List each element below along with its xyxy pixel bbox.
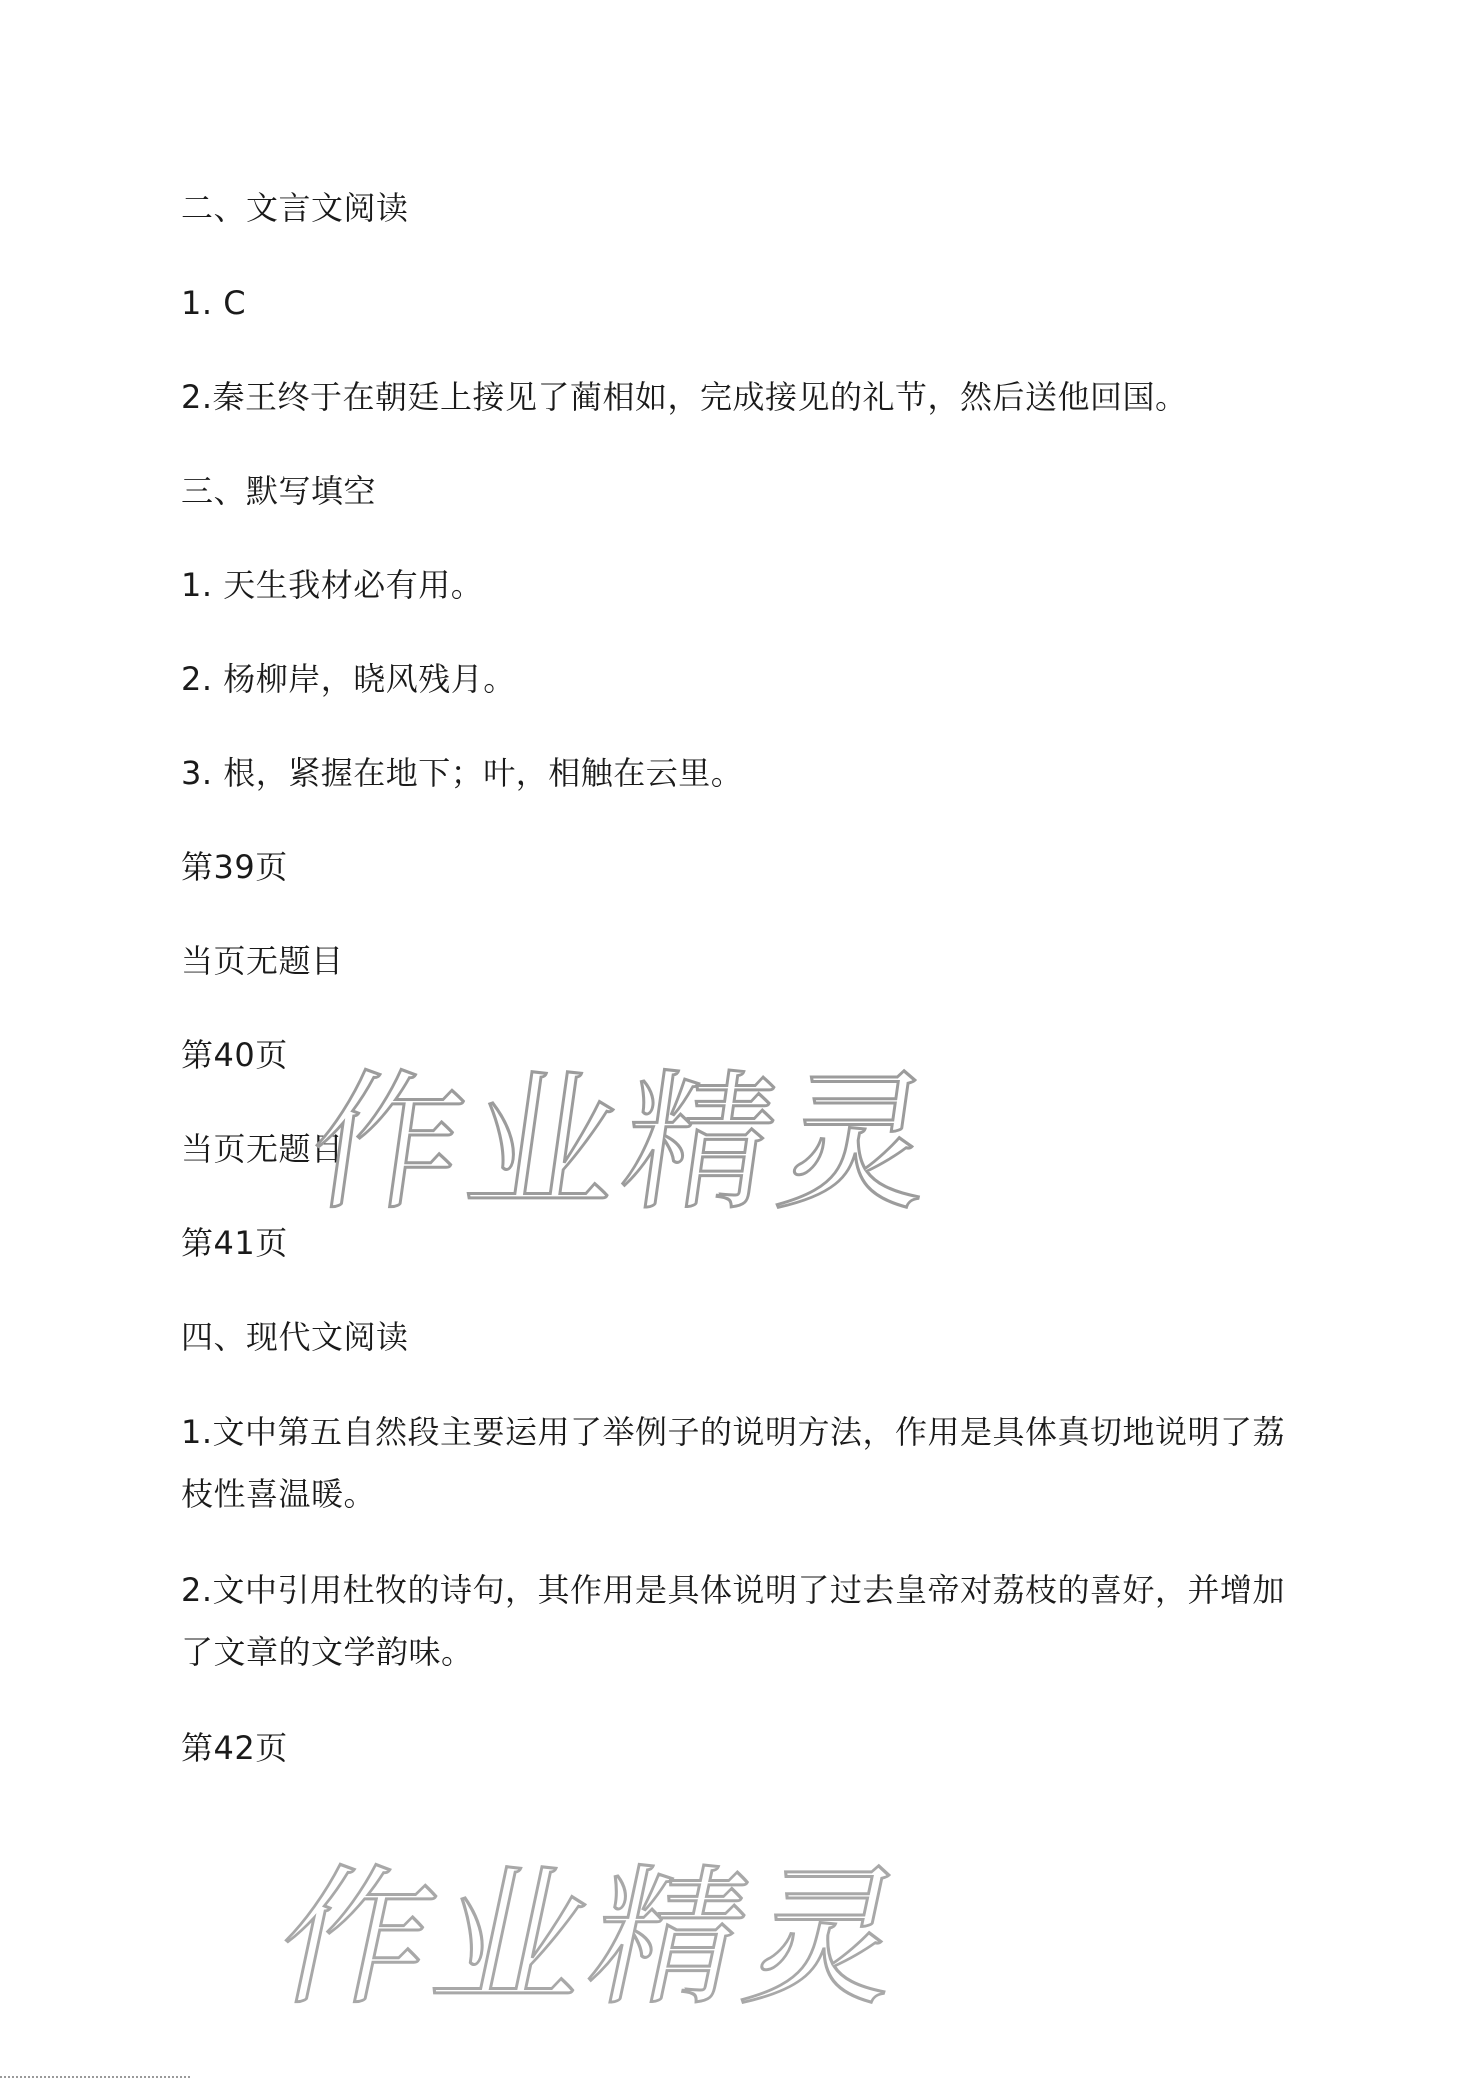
answer-item: 2. 杨柳岸，晓风残月。	[181, 660, 516, 698]
answer-item: 1. C	[181, 284, 247, 322]
footer-divider	[0, 2076, 190, 2078]
page-number-heading: 第40页	[181, 1036, 288, 1074]
section-heading-modern-reading: 四、现代文阅读	[181, 1318, 409, 1356]
section-heading-dictation: 三、默写填空	[181, 472, 377, 510]
watermark-text: 作业精灵	[300, 1055, 949, 1231]
watermark-logo	[245, 1830, 925, 2030]
section-heading-classical-reading: 二、文言文阅读	[181, 189, 409, 227]
page-note: 当页无题目	[181, 1130, 344, 1168]
page-number-heading: 第39页	[181, 848, 288, 886]
answer-item: 3. 根，紧握在地下；叶，相触在云里。	[181, 754, 744, 792]
answer-item: 1.文中第五自然段主要运用了举例子的说明方法，作用是具体真切地说明了荔枝性喜温暖。	[181, 1413, 1286, 1513]
answer-item: 1. 天生我材必有用。	[181, 566, 484, 604]
page-number-heading: 第42页	[181, 1729, 288, 1767]
page-note: 当页无题目	[181, 942, 344, 980]
page-number-heading: 第41页	[181, 1224, 288, 1262]
watermark-text: 作业精灵	[263, 1850, 925, 2026]
answer-item: 2.文中引用杜牧的诗句，其作用是具体说明了过去皇帝对荔枝的喜好，并增加了文章的文学韵味。	[181, 1571, 1286, 1671]
answer-item: 2.秦王终于在朝廷上接见了蔺相如，完成接见的礼节，然后送他回国。	[181, 378, 1188, 416]
